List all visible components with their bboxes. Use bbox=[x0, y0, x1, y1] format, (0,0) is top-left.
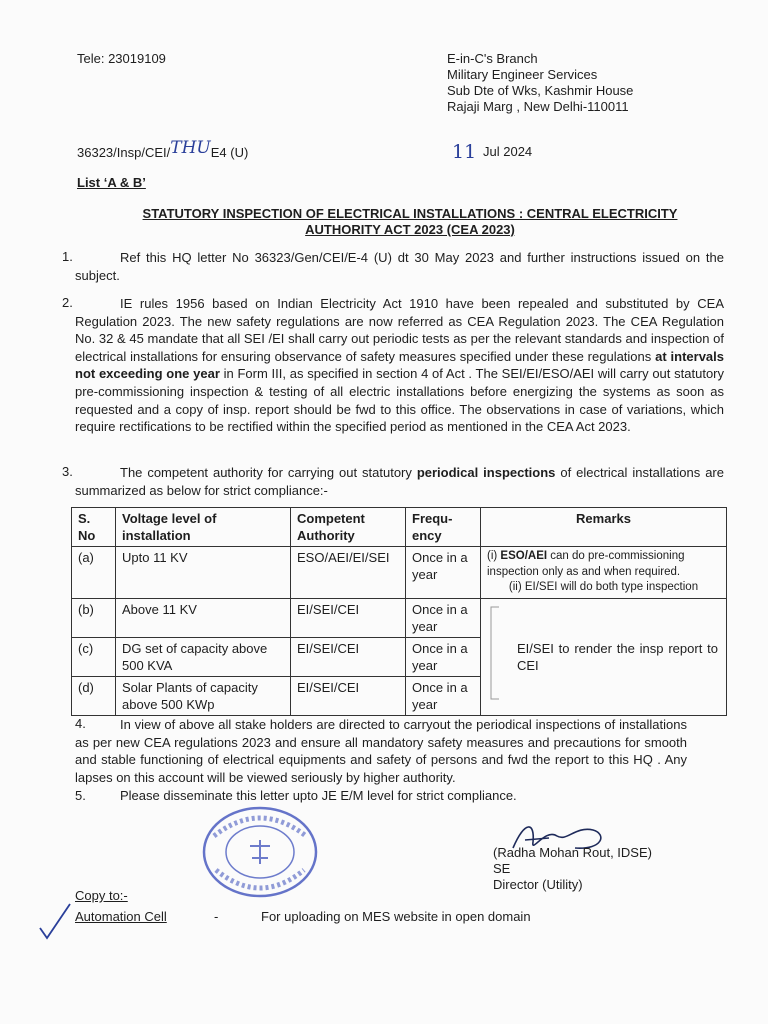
remark-text: (i) bbox=[487, 550, 501, 562]
table-row bbox=[72, 598, 727, 637]
signatory-name: (Radha Mohan Rout, IDSE) bbox=[493, 845, 652, 860]
column-header: Remarks bbox=[481, 508, 727, 547]
cell-frequency: Once in a year bbox=[406, 547, 481, 599]
subject-line: AUTHORITY ACT 2023 (CEA 2023) bbox=[305, 222, 515, 237]
cell-voltage: DG set of capacity above 500 KVA bbox=[116, 637, 291, 676]
para-number: 2. bbox=[62, 295, 73, 310]
paragraph-3-emphasis: periodical inspections bbox=[416, 465, 556, 480]
paragraph-1: Ref this HQ letter No 36323/Gen/CEI/E-4 (U) dt 30 May 2023 and further instructions issued on the subject. bbox=[75, 250, 724, 283]
handwritten-day: 11 bbox=[452, 141, 477, 163]
table-header-row bbox=[72, 508, 727, 547]
para-number: 5. bbox=[75, 788, 86, 803]
column-header: Voltage level of installation bbox=[116, 508, 291, 547]
official-seal-stamp bbox=[200, 806, 320, 898]
cell-frequency: Once in a year bbox=[406, 598, 481, 637]
list-label: List ‘A & B’ bbox=[77, 175, 146, 190]
signature-block bbox=[493, 845, 652, 893]
table-row bbox=[72, 547, 727, 599]
paragraph-2-text: IE rules 1956 based on Indian Electricity Act 1910 have been repealed and substituted by CEA Regulation 2023. The new safety regulations are now referred as CEA Regulation 2023. The CEA Regulation No. 32 & 45 mandate that all SEI /EI shall carry out periodic tests as per the relevant standards and inspection of electrical installations for ensuring observance of safety measures specified under these regulations bbox=[75, 296, 724, 364]
subject-heading bbox=[60, 206, 760, 238]
cell-authority: EI/SEI/CEI bbox=[291, 598, 406, 637]
cell-authority: ESO/AEI/EI/SEI bbox=[291, 547, 406, 599]
cell-sno: (b) bbox=[72, 598, 116, 637]
para-number: 1. bbox=[62, 249, 73, 264]
copy-to-label: Copy to:- bbox=[75, 888, 128, 903]
column-header: Frequ-ency bbox=[406, 508, 481, 547]
inspection-authority-table bbox=[71, 507, 727, 716]
cell-remarks bbox=[481, 547, 727, 599]
letter-date: Jul 2024 bbox=[483, 144, 533, 159]
remark-text: EI/SEI to render the insp report to CEI bbox=[517, 640, 718, 673]
paragraph-4: In view of above all stake holders are directed to carryout the periodical inspections of installations as per new CEA regulations 2023 and ensure all mandatory safety measures and precautions for smooth and stable functioning of electrical equipments and safety of persons and fwd the report to this HQ . Any lapses on this account will be viewed seriously by higher authority. bbox=[75, 717, 687, 785]
letter-reference bbox=[77, 138, 249, 161]
tick-mark-icon bbox=[36, 900, 76, 940]
bracket-mark bbox=[487, 605, 501, 701]
address-line: Sub Dte of Wks, Kashmir House bbox=[447, 83, 634, 98]
copy-recipient: Automation Cell bbox=[75, 909, 167, 924]
paragraph-3-text: The competent authority for carrying out statutory bbox=[120, 465, 417, 480]
cell-frequency: Once in a year bbox=[406, 676, 481, 715]
paragraph-2-emphasis: at intervals not exceeding one year bbox=[75, 348, 724, 382]
para-number: 3. bbox=[62, 464, 73, 479]
column-header: S. No bbox=[72, 508, 116, 547]
cell-voltage: Solar Plants of capacity above 500 KWp bbox=[116, 676, 291, 715]
office-address bbox=[447, 51, 633, 115]
remark-text: (ii) EI/SEI will do both type inspection bbox=[508, 581, 699, 593]
copy-dash: - bbox=[214, 909, 219, 924]
handwritten-initials: THU bbox=[170, 138, 211, 158]
para-number: 4. bbox=[75, 716, 86, 731]
address-line: E-in-C's Branch bbox=[447, 51, 538, 66]
cell-authority: EI/SEI/CEI bbox=[291, 676, 406, 715]
cell-frequency: Once in a year bbox=[406, 637, 481, 676]
paragraph-3 bbox=[75, 464, 724, 499]
address-line: Rajaji Marg , New Delhi-110011 bbox=[447, 99, 629, 114]
signatory-title: Director (Utility) bbox=[493, 877, 583, 892]
paragraph-5: Please disseminate this letter upto JE E/M level for strict compliance. bbox=[120, 788, 517, 803]
remark-emphasis: ESO/AEI bbox=[500, 550, 548, 562]
subject-line: STATUTORY INSPECTION OF ELECTRICAL INSTALLATIONS : CENTRAL ELECTRICITY bbox=[142, 206, 678, 221]
paragraph-2-text: in Form III, as specified in section 4 of Act . The SEI/EI/ESO/AEI will carry out statutory pre-commissioning inspection & testing of all electric installations before energizing the systems as soon as requested and a copy of insp. report should be fwd to this office. The observations in case of variations, which require rectifications to be rectified within the specified period as mentioned in the CEA Act 2023. bbox=[75, 366, 724, 435]
cell-voltage: Above 11 KV bbox=[116, 598, 291, 637]
paragraph-2 bbox=[75, 295, 724, 436]
cell-sno: (c) bbox=[72, 637, 116, 676]
cell-authority: EI/SEI/CEI bbox=[291, 637, 406, 676]
signatory-rank: SE bbox=[493, 861, 511, 876]
cell-remarks-merged bbox=[481, 598, 727, 715]
reference-prefix: 36323/Insp/CEI/ bbox=[77, 145, 171, 160]
paragraph-3-text: of electrical installations are summarized as below for strict compliance:- bbox=[75, 465, 724, 498]
reference-suffix: E4 (U) bbox=[210, 145, 249, 160]
column-header: Competent Authority bbox=[291, 508, 406, 547]
remark-text: can do pre-commissioning inspection only as and when required. bbox=[487, 550, 685, 578]
address-line: Military Engineer Services bbox=[447, 67, 598, 82]
telephone: Tele: 23019109 bbox=[77, 51, 166, 66]
cell-sno: (a) bbox=[72, 547, 116, 599]
cell-sno: (d) bbox=[72, 676, 116, 715]
copy-purpose: For uploading on MES website in open domain bbox=[261, 909, 531, 924]
cell-voltage: Upto 11 KV bbox=[116, 547, 291, 599]
